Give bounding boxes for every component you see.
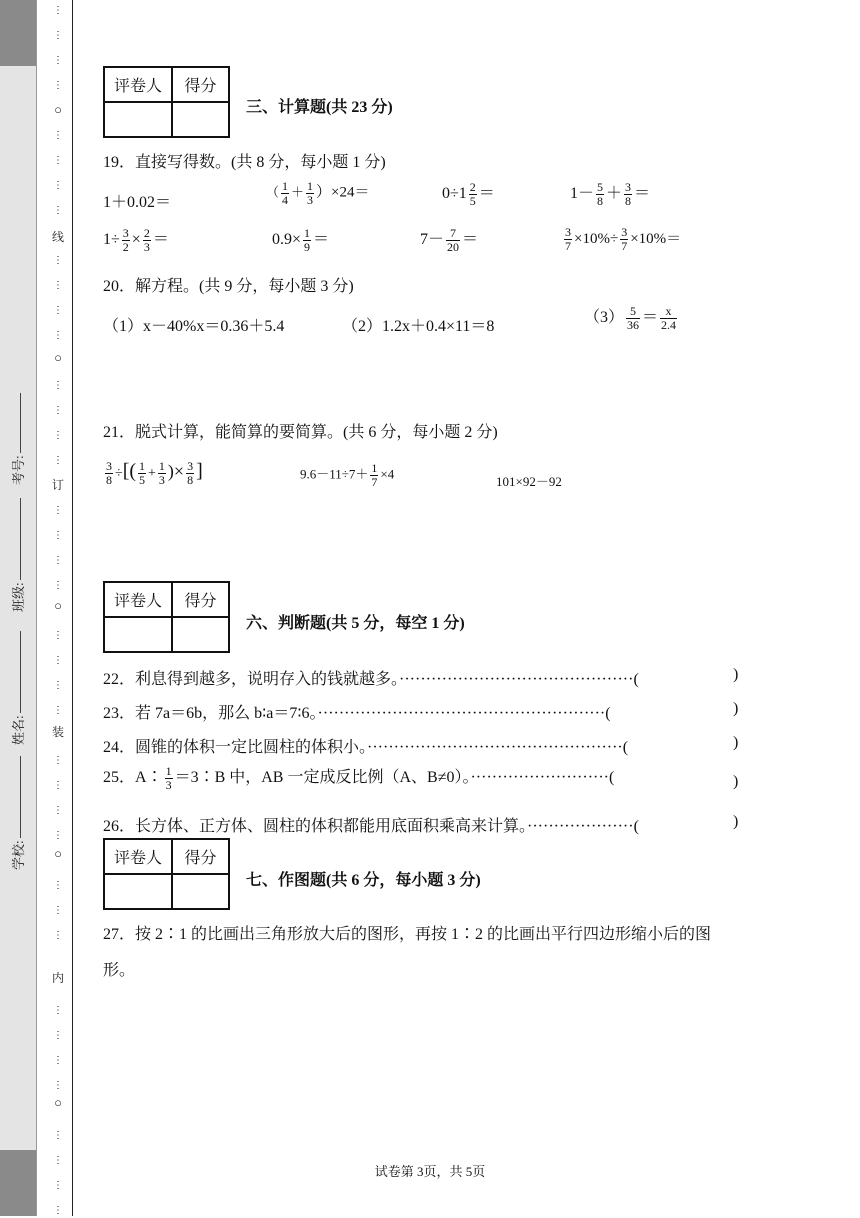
- seal-dots: ⋮: [53, 280, 63, 291]
- gutter-bottom-block: [0, 1150, 36, 1216]
- den: 2: [122, 239, 129, 254]
- seal-dots: ⋮: [53, 455, 63, 466]
- school-blank: [20, 756, 21, 838]
- seal-char-zhuang: 装: [51, 725, 64, 739]
- den: 3: [307, 193, 314, 207]
- seal-dots: ⋮: [53, 1205, 63, 1216]
- q19-h-frac1: [564, 226, 572, 253]
- seal-circle: ○: [54, 350, 62, 365]
- seal-dots: ⋮: [53, 1155, 63, 1166]
- q19-b: [266, 180, 370, 207]
- q19-d-frac1: [596, 181, 604, 208]
- seal-dots: ⋮: [53, 830, 63, 841]
- num: 2: [469, 179, 476, 194]
- den: 36: [627, 317, 640, 332]
- score-box-2: [103, 581, 230, 653]
- q19-d-op: ＋: [606, 185, 623, 202]
- seal-dots: ⋮: [53, 405, 63, 416]
- grader-header: 评卷人: [104, 582, 172, 617]
- q23-close: ): [733, 700, 739, 717]
- q19-h-post: ×10%＝: [630, 230, 682, 247]
- q25: [103, 764, 614, 792]
- seal-dots: ⋮: [53, 655, 63, 666]
- q19-h: [562, 226, 681, 253]
- den: 5: [469, 193, 476, 208]
- q19-c: [442, 180, 495, 208]
- q19-d-pre: 1－: [570, 185, 595, 202]
- q19-d-post: ＝: [634, 185, 651, 202]
- seal-dots: ⋮: [53, 255, 63, 266]
- q21-expr2: [300, 462, 394, 489]
- seal-dots: ⋮: [53, 130, 63, 141]
- score-cell: [172, 102, 229, 137]
- q19-e-op: ×: [131, 231, 141, 248]
- num: 5: [626, 305, 640, 319]
- seal-char-nei: 内: [51, 971, 64, 985]
- school-label: 学校:: [11, 840, 26, 870]
- grader-cell: [104, 874, 172, 909]
- q21-e1-plus: +: [148, 466, 156, 481]
- score-header: 得分: [172, 582, 229, 617]
- num: 3: [565, 225, 571, 239]
- q21-e1-lb: [(: [122, 460, 137, 482]
- q19-b-op: ＋: [291, 184, 305, 200]
- seal-dots: ⋮: [53, 5, 63, 16]
- seal-dots: ⋮: [53, 180, 63, 191]
- num: 3: [106, 459, 112, 474]
- den: 4: [282, 193, 289, 207]
- seal-dots: ⋮: [53, 630, 63, 641]
- den: 8: [106, 473, 112, 488]
- q25-post: ＝3∶B 中，AB 一定成反比例（A、B≠0）。··························(: [174, 769, 615, 786]
- q22-close: ): [733, 666, 739, 683]
- num: 1: [139, 459, 146, 474]
- exam-no-blank: [20, 393, 21, 453]
- q21-e1-div: ÷: [115, 466, 123, 481]
- seal-circle: ○: [54, 102, 62, 117]
- seal-dots: ⋮: [53, 880, 63, 891]
- seal-dots: ⋮: [53, 755, 63, 766]
- q19-f-pre: 0.9×: [272, 231, 302, 248]
- section-7-title: 七、作图题(共 6 分，每小题 3 分): [246, 872, 481, 889]
- seal-circle: ○: [54, 1095, 62, 1110]
- q26: 26．长方体、正方体、圆柱的体积都能用底面积乘高来计算。····················(: [103, 818, 639, 835]
- q19-a: 1＋0.02＝: [103, 194, 172, 211]
- seal-dots: ⋮: [53, 430, 63, 441]
- name-blank: [20, 631, 21, 713]
- section-3-title: 三、计算题(共 23 分): [246, 99, 393, 116]
- q26-close: ): [733, 813, 739, 830]
- num: 1: [158, 459, 165, 474]
- num: 5: [597, 179, 604, 194]
- score-box-3: [103, 838, 230, 910]
- seal-dots: ⋮: [53, 1080, 63, 1091]
- q27-line2: 形。: [103, 962, 136, 979]
- seal-dots: ⋮: [53, 155, 63, 166]
- q23: 23．若 7a＝6b，那么 b∶a＝7∶6。······················································(: [103, 705, 611, 722]
- q19-f-frac: [303, 227, 311, 254]
- q20-stem: 20．解方程。(共 9 分，每小题 3 分): [103, 278, 354, 295]
- den: 7: [371, 475, 378, 489]
- grader-header: 评卷人: [104, 67, 172, 102]
- seal-dots: ⋮: [53, 330, 63, 341]
- seal-line: [72, 0, 73, 1216]
- seal-dots: ⋮: [53, 1180, 63, 1191]
- q19-g: [420, 226, 478, 254]
- q20-p3-pre: （3）: [584, 309, 625, 326]
- q19-b-frac1: [281, 180, 289, 207]
- score-box-1: [103, 66, 230, 138]
- q24-close: ): [733, 734, 739, 751]
- seal-dots: ⋮: [53, 1130, 63, 1141]
- gutter-top-block: [0, 0, 36, 66]
- den: 7: [565, 239, 571, 253]
- seal-char-xian: 线: [51, 230, 64, 244]
- den: 7: [621, 239, 628, 253]
- section-6-title: 六、判断题(共 5 分，每空 1 分): [246, 615, 465, 632]
- den: 20: [447, 239, 460, 254]
- q19-c-pre: 0÷1: [442, 185, 467, 202]
- seal-char-ding: 订: [51, 478, 64, 492]
- num: 1: [371, 461, 378, 475]
- seal-dots: ⋮: [53, 30, 63, 41]
- seal-dots: ⋮: [53, 1055, 63, 1066]
- q21-stem: 21．脱式计算，能简算的要简算。(共 6 分，每小题 2 分): [103, 424, 498, 441]
- q21-e1-frac4: [186, 460, 194, 487]
- q19-f-post: ＝: [313, 231, 330, 248]
- q22: 22．利息得到越多，说明存入的钱就越多。············································(: [103, 671, 639, 688]
- grader-cell: [104, 102, 172, 137]
- q19-d-frac2: [624, 181, 632, 208]
- seal-dots: ⋮: [53, 55, 63, 66]
- seal-dots: ⋮: [53, 580, 63, 591]
- exam-no-field: [8, 393, 27, 485]
- q19-e-pre: 1÷: [103, 231, 120, 248]
- seal-dots: ⋮: [53, 505, 63, 516]
- den: 3: [158, 473, 165, 488]
- num: 1: [304, 225, 311, 240]
- num: 7: [446, 227, 460, 241]
- q19-b-post: ）×24＝: [316, 184, 370, 201]
- q21-e1-frac2: [138, 460, 146, 487]
- den: 8: [187, 473, 194, 488]
- grader-header: 评卷人: [104, 839, 172, 874]
- name-field: [8, 631, 27, 745]
- q19-g-post: ＝: [462, 231, 479, 248]
- seal-dots: ⋮: [53, 805, 63, 816]
- num: 1: [282, 179, 289, 193]
- q24: 24．圆锥的体积一定比圆柱的体积小。················································(: [103, 739, 629, 756]
- school-field: [8, 756, 27, 870]
- grader-cell: [104, 617, 172, 652]
- seal-dots: ⋮: [53, 205, 63, 216]
- score-header: 得分: [172, 839, 229, 874]
- q21-expr3: 101×92－92: [496, 474, 562, 489]
- class-label: 班级:: [11, 582, 26, 612]
- num: 1: [307, 179, 314, 193]
- q20-p3-frac1: [626, 305, 640, 332]
- exam-no-label: 考号:: [11, 455, 26, 485]
- q19-f: [272, 226, 329, 254]
- seal-dots: ⋮: [53, 1030, 63, 1041]
- den: 9: [304, 239, 311, 254]
- seal-dots: ⋮: [53, 305, 63, 316]
- q25-frac: [165, 765, 173, 792]
- q21-e1-frac3: [158, 460, 166, 487]
- q21-e1-rb: ]: [196, 460, 203, 482]
- seal-dots: ⋮: [53, 905, 63, 916]
- q19-e-frac1: [122, 227, 130, 254]
- q25-pre: 25．A∶: [103, 769, 163, 786]
- seal-dots: ⋮: [53, 780, 63, 791]
- q20-p1: （1）x－40%x＝0.36＋5.4: [103, 318, 285, 335]
- num: 3: [122, 225, 129, 240]
- q21-e2-post: ×4: [380, 466, 395, 482]
- score-header: 得分: [172, 67, 229, 102]
- q27-line1: 27．按 2∶1 的比画出三角形放大后的图形，再按 1∶2 的比画出平行四边形缩小后的图: [103, 926, 712, 943]
- q19-c-frac: [469, 181, 477, 208]
- seal-dots: ⋮: [53, 555, 63, 566]
- q19-h-mid: ×10%÷: [574, 230, 619, 247]
- seal-circle: ○: [54, 598, 62, 613]
- q21-expr1: [103, 460, 203, 487]
- den: 3: [143, 239, 150, 254]
- seal-dots: ⋮: [53, 1005, 63, 1016]
- q19-g-frac: [446, 227, 460, 254]
- q19-b-pre: （: [266, 184, 280, 200]
- q19-e-frac2: [143, 227, 151, 254]
- seal-circle: ○: [54, 846, 62, 861]
- num: x: [660, 305, 677, 319]
- q20-p2: （2）1.2x＋0.4×11＝8: [342, 318, 495, 335]
- page-footer: 试卷第 3页，共 5页: [374, 1164, 486, 1179]
- q21-e2-frac: [370, 462, 378, 489]
- num: 3: [625, 179, 632, 194]
- q25-close: ): [733, 773, 739, 790]
- q21-e1-frac1: [105, 460, 113, 487]
- q20-p3-eq: ＝: [642, 309, 659, 326]
- score-cell: [172, 874, 229, 909]
- den: 8: [597, 193, 604, 208]
- q19-d: [570, 180, 650, 208]
- num: 2: [143, 225, 150, 240]
- seal-dots: ⋮: [53, 680, 63, 691]
- q21-e1-rp: )×: [167, 461, 185, 481]
- class-field: [8, 498, 27, 612]
- seal-dots: ⋮: [53, 530, 63, 541]
- q19-c-post: ＝: [478, 185, 495, 202]
- q19-h-frac2: [620, 226, 628, 253]
- q20-p3-frac2: [660, 305, 677, 332]
- den: 8: [625, 193, 632, 208]
- seal-dots: ⋮: [53, 930, 63, 941]
- num: 1: [165, 763, 172, 778]
- q19-g-pre: 7－: [420, 231, 445, 248]
- q19-stem: 19．直接写得数。(共 8 分，每小题 1 分): [103, 154, 386, 171]
- seal-dots: ⋮: [53, 705, 63, 716]
- name-label: 姓名:: [11, 715, 26, 745]
- q21-e2-pre: 9.6－11÷7＋: [300, 466, 369, 482]
- num: 3: [187, 459, 194, 474]
- num: 3: [621, 225, 628, 239]
- q19-e-post: ＝: [152, 231, 169, 248]
- q19-e: [103, 226, 169, 254]
- q20-p3: [584, 304, 679, 332]
- den: 3: [165, 777, 172, 792]
- den: 2.4: [661, 317, 677, 332]
- class-blank: [20, 498, 21, 580]
- score-cell: [172, 617, 229, 652]
- seal-dots: ⋮: [53, 380, 63, 391]
- q19-b-frac2: [306, 180, 314, 207]
- den: 5: [139, 473, 146, 488]
- seal-dots: ⋮: [53, 80, 63, 91]
